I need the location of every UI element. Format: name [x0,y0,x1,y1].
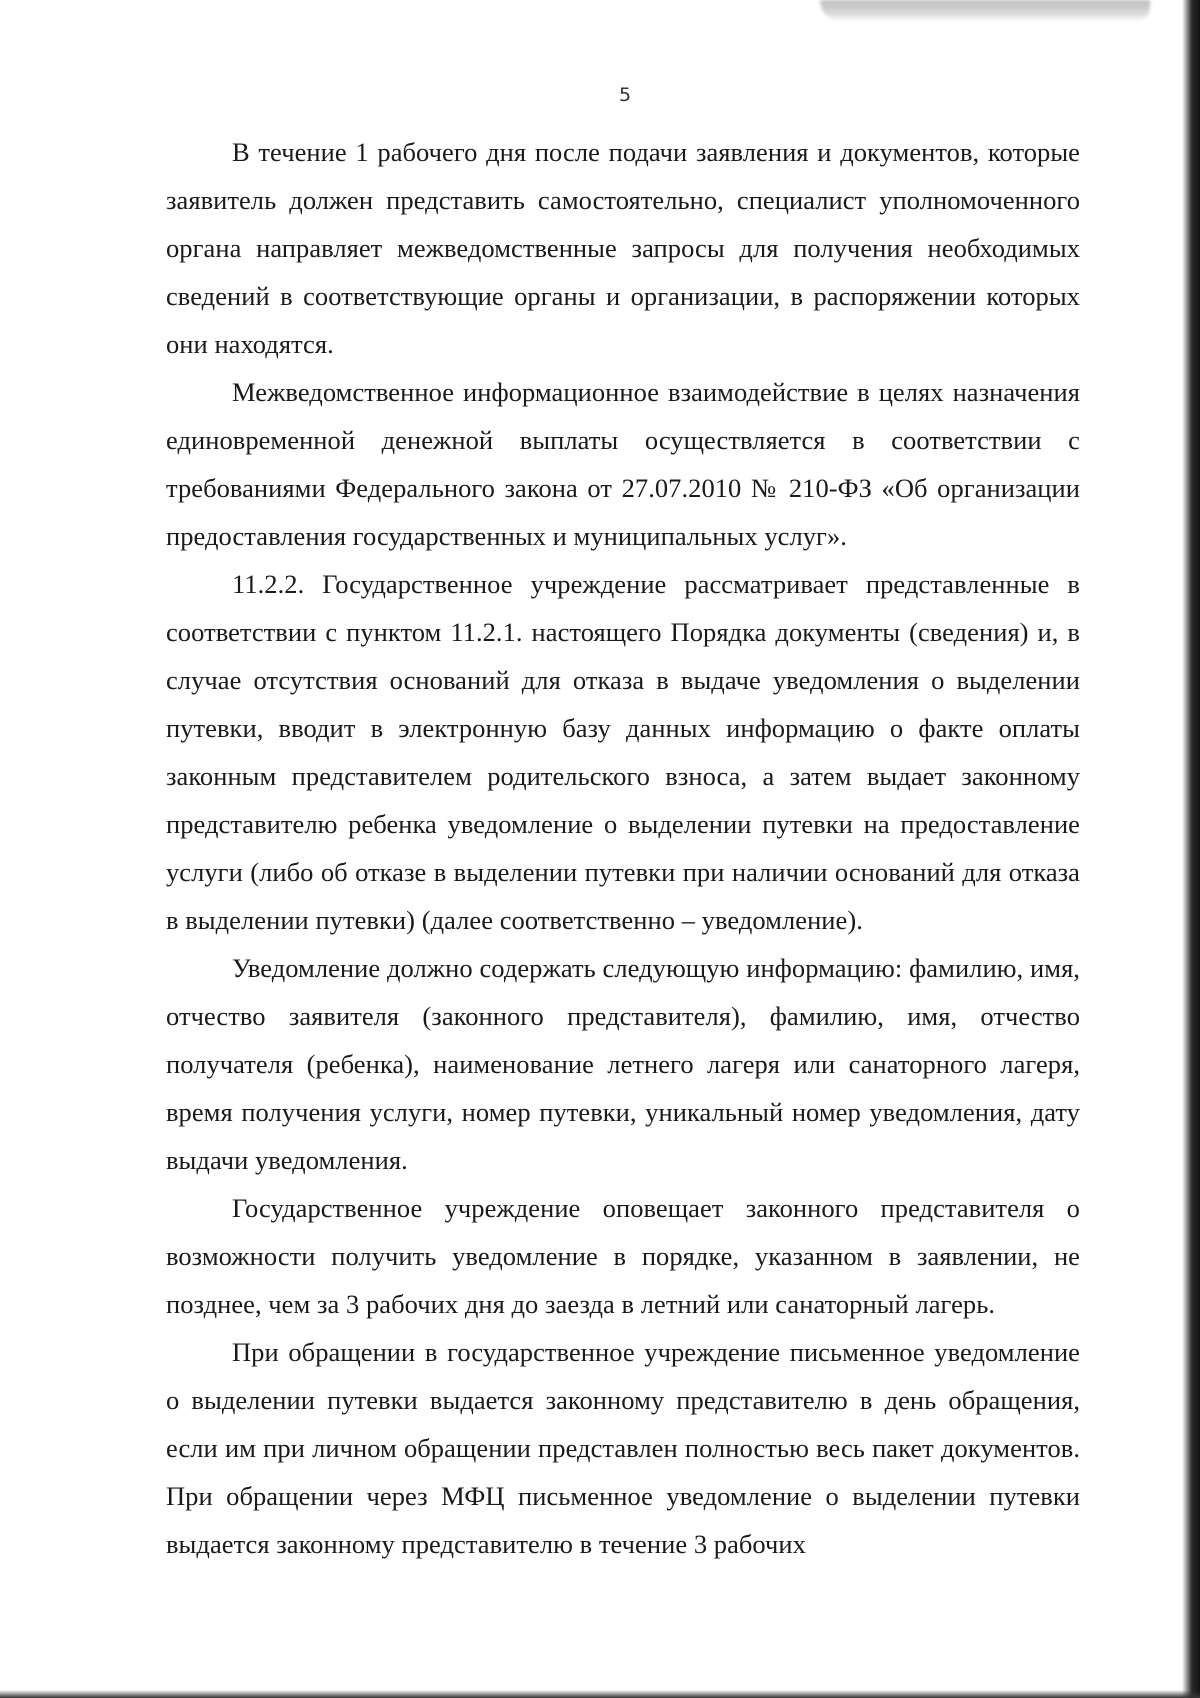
paragraph-notification-contents: Уведомление должно содержать следующую информацию: фамилию, имя, отчество заявителя (законного представителя), фамилию, имя, отчество получателя (ребенка), наименование летнего лагеря или санаторного лагеря, время получения услуги, номер путевки, уникальный номер уведомления, дату выдачи уведомления. [166,953,1080,1175]
paragraph-interagency-requests: В течение 1 рабочего дня после подачи заявления и документов, которые заявитель должен представить самостоятельно, специалист уполномоченного органа направляет межведомственные запросы для получения необходимых сведений в соответствующие органы и организации, в распоряжении которых они находятся. [166,137,1080,359]
document-body [166,128,1080,1568]
page-number: 5 [618,84,632,106]
paragraph-notification-issuance: При обращении в государственное учреждение письменное уведомление о выделении путевки выдается законному представителю в день обращения, если им при личном обращении представлен полностью весь пакет документов. При обращении через МФЦ письменное уведомление о выделении путевки выдается законному представителю в течение 3 рабочих [166,1337,1080,1559]
scan-edge-right [1182,0,1200,1698]
scan-edge-bottom [0,1690,1200,1698]
paragraph-interagency-interaction: Межведомственное информационное взаимодействие в целях назначения единовременной денежной выплаты осуществляется в соответствии с требованиями Федерального закона от 27.07.2010 № 210-ФЗ «Об организации предоставления государственных и муниципальных услуг». [166,377,1080,551]
paragraph-notification-alert: Государственное учреждение оповещает законного представителя о возможности получить уведомление в порядке, указанном в заявлении, не позднее, чем за 3 рабочих дня до заезда в летний или санаторный лагерь. [166,1193,1080,1319]
paragraph-11-2-2: 11.2.2. Государственное учреждение рассматривает представленные в соответствии с пунктом 11.2.1. настоящего Порядка документы (сведения) и, в случае отсутствия оснований для отказа в выдаче уведомления о выделении путевки, вводит в электронную базу данных информацию о факте оплаты законным представителем родительского взноса, а затем выдает законному представителю ребенка уведомление о выделении путевки на предоставление услуги (либо об отказе в выделении путевки при наличии оснований для отказа в выделении путевки) (далее соответственно – уведомление). [166,569,1080,935]
scan-smudge [820,0,1150,22]
